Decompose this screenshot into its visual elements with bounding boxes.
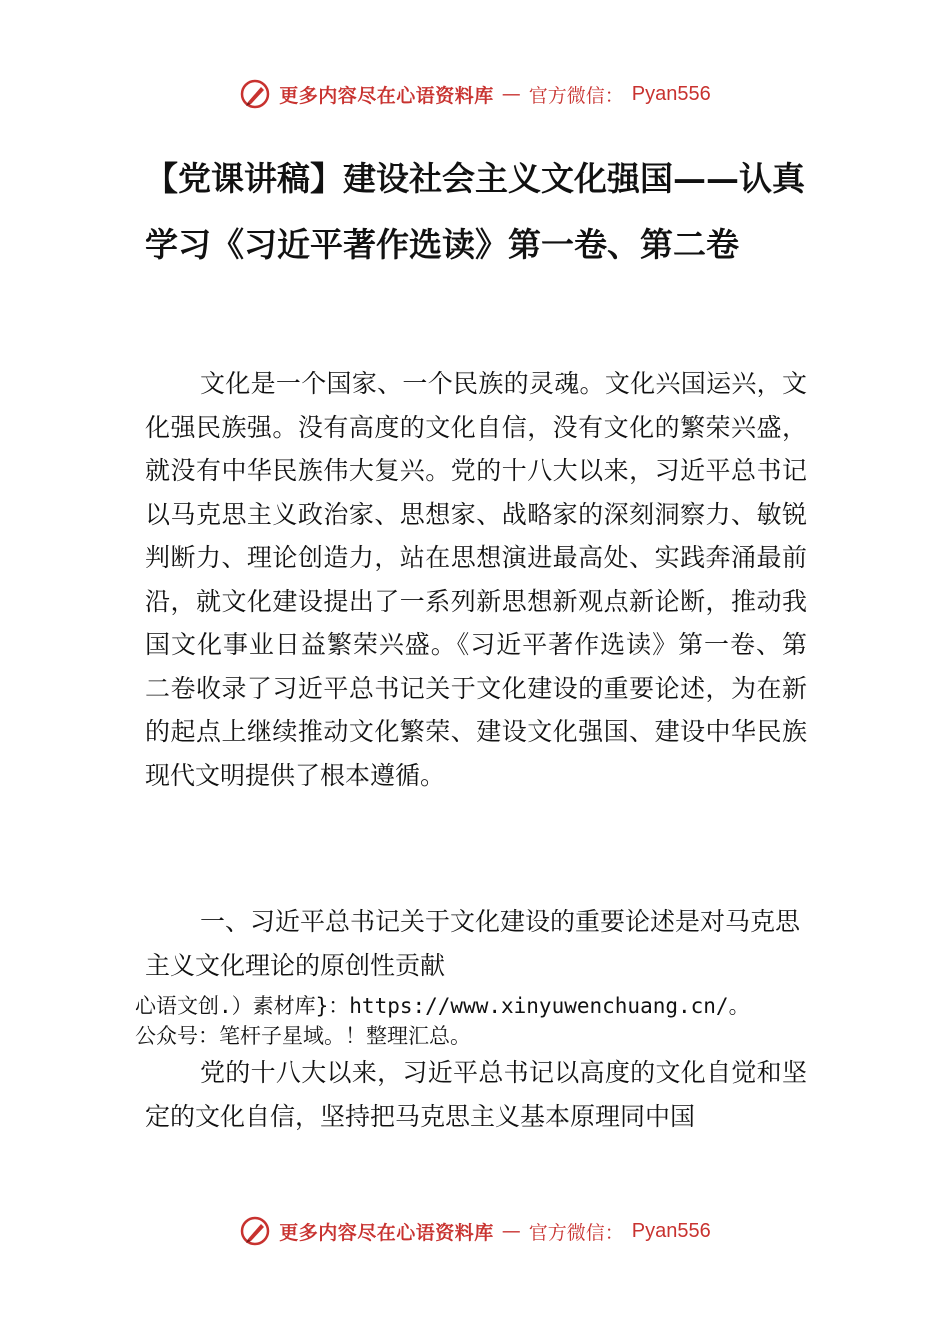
banner-dash: — (501, 83, 521, 105)
pen-logo-icon (239, 78, 271, 110)
source-note (135, 991, 855, 1051)
banner-text: 更多内容尽在心语资料库 (279, 1221, 494, 1244)
banner-dash: — (501, 1220, 521, 1242)
banner-label: 官方微信： (528, 84, 624, 107)
source-note-line-2: 公众号：笔杆子星域。！整理汇总。 (135, 1024, 471, 1048)
document-title: 【党课讲稿】建设社会主义文化强国——认真学习《习近平著作选读》第一卷、第二卷 (145, 159, 805, 264)
pen-logo-icon (239, 1215, 271, 1247)
source-note-line-1: 心语文创.）素材库}：https://www.xinyuwenchuang.cn/。 (135, 994, 750, 1018)
paragraph-2: 党的十八大以来，习近平总书记以高度的文化自觉和坚定的文化自信，坚持把马克思主义基本原理同中国 (145, 1058, 807, 1131)
wechat-id: Pyan556 (631, 1219, 711, 1242)
intro-paragraph: 文化是一个国家、一个民族的灵魂。文化兴国运兴，文化强民族强。没有高度的文化自信，没有文化的繁荣兴盛，就没有中华民族伟大复兴。党的十八大以来，习近平总书记以马克思主义政治家、思想家、战略家的深刻洞察力、敏锐判断力、理论创造力，站在思想演进最高处、实践奔涌最前沿，就文化建设提出了一系列新思想新观点新论断，推动我国文化事业日益繁荣兴盛。《习近平著作选读》第一卷、第二卷收录了习近平总书记关于文化建设的重要论述，为在新的起点上继续推动文化繁荣、建设文化强国、建设中华民族现代文明提供了根本遵循。 (145, 369, 807, 790)
banner-label: 官方微信： (528, 1221, 624, 1244)
header-banner (0, 74, 950, 114)
wechat-id: Pyan556 (631, 82, 711, 105)
section-heading: 一、习近平总书记关于文化建设的重要论述是对马克思主义文化理论的原创性贡献 (145, 907, 801, 980)
footer-banner (0, 1211, 950, 1251)
banner-text: 更多内容尽在心语资料库 (279, 84, 494, 107)
